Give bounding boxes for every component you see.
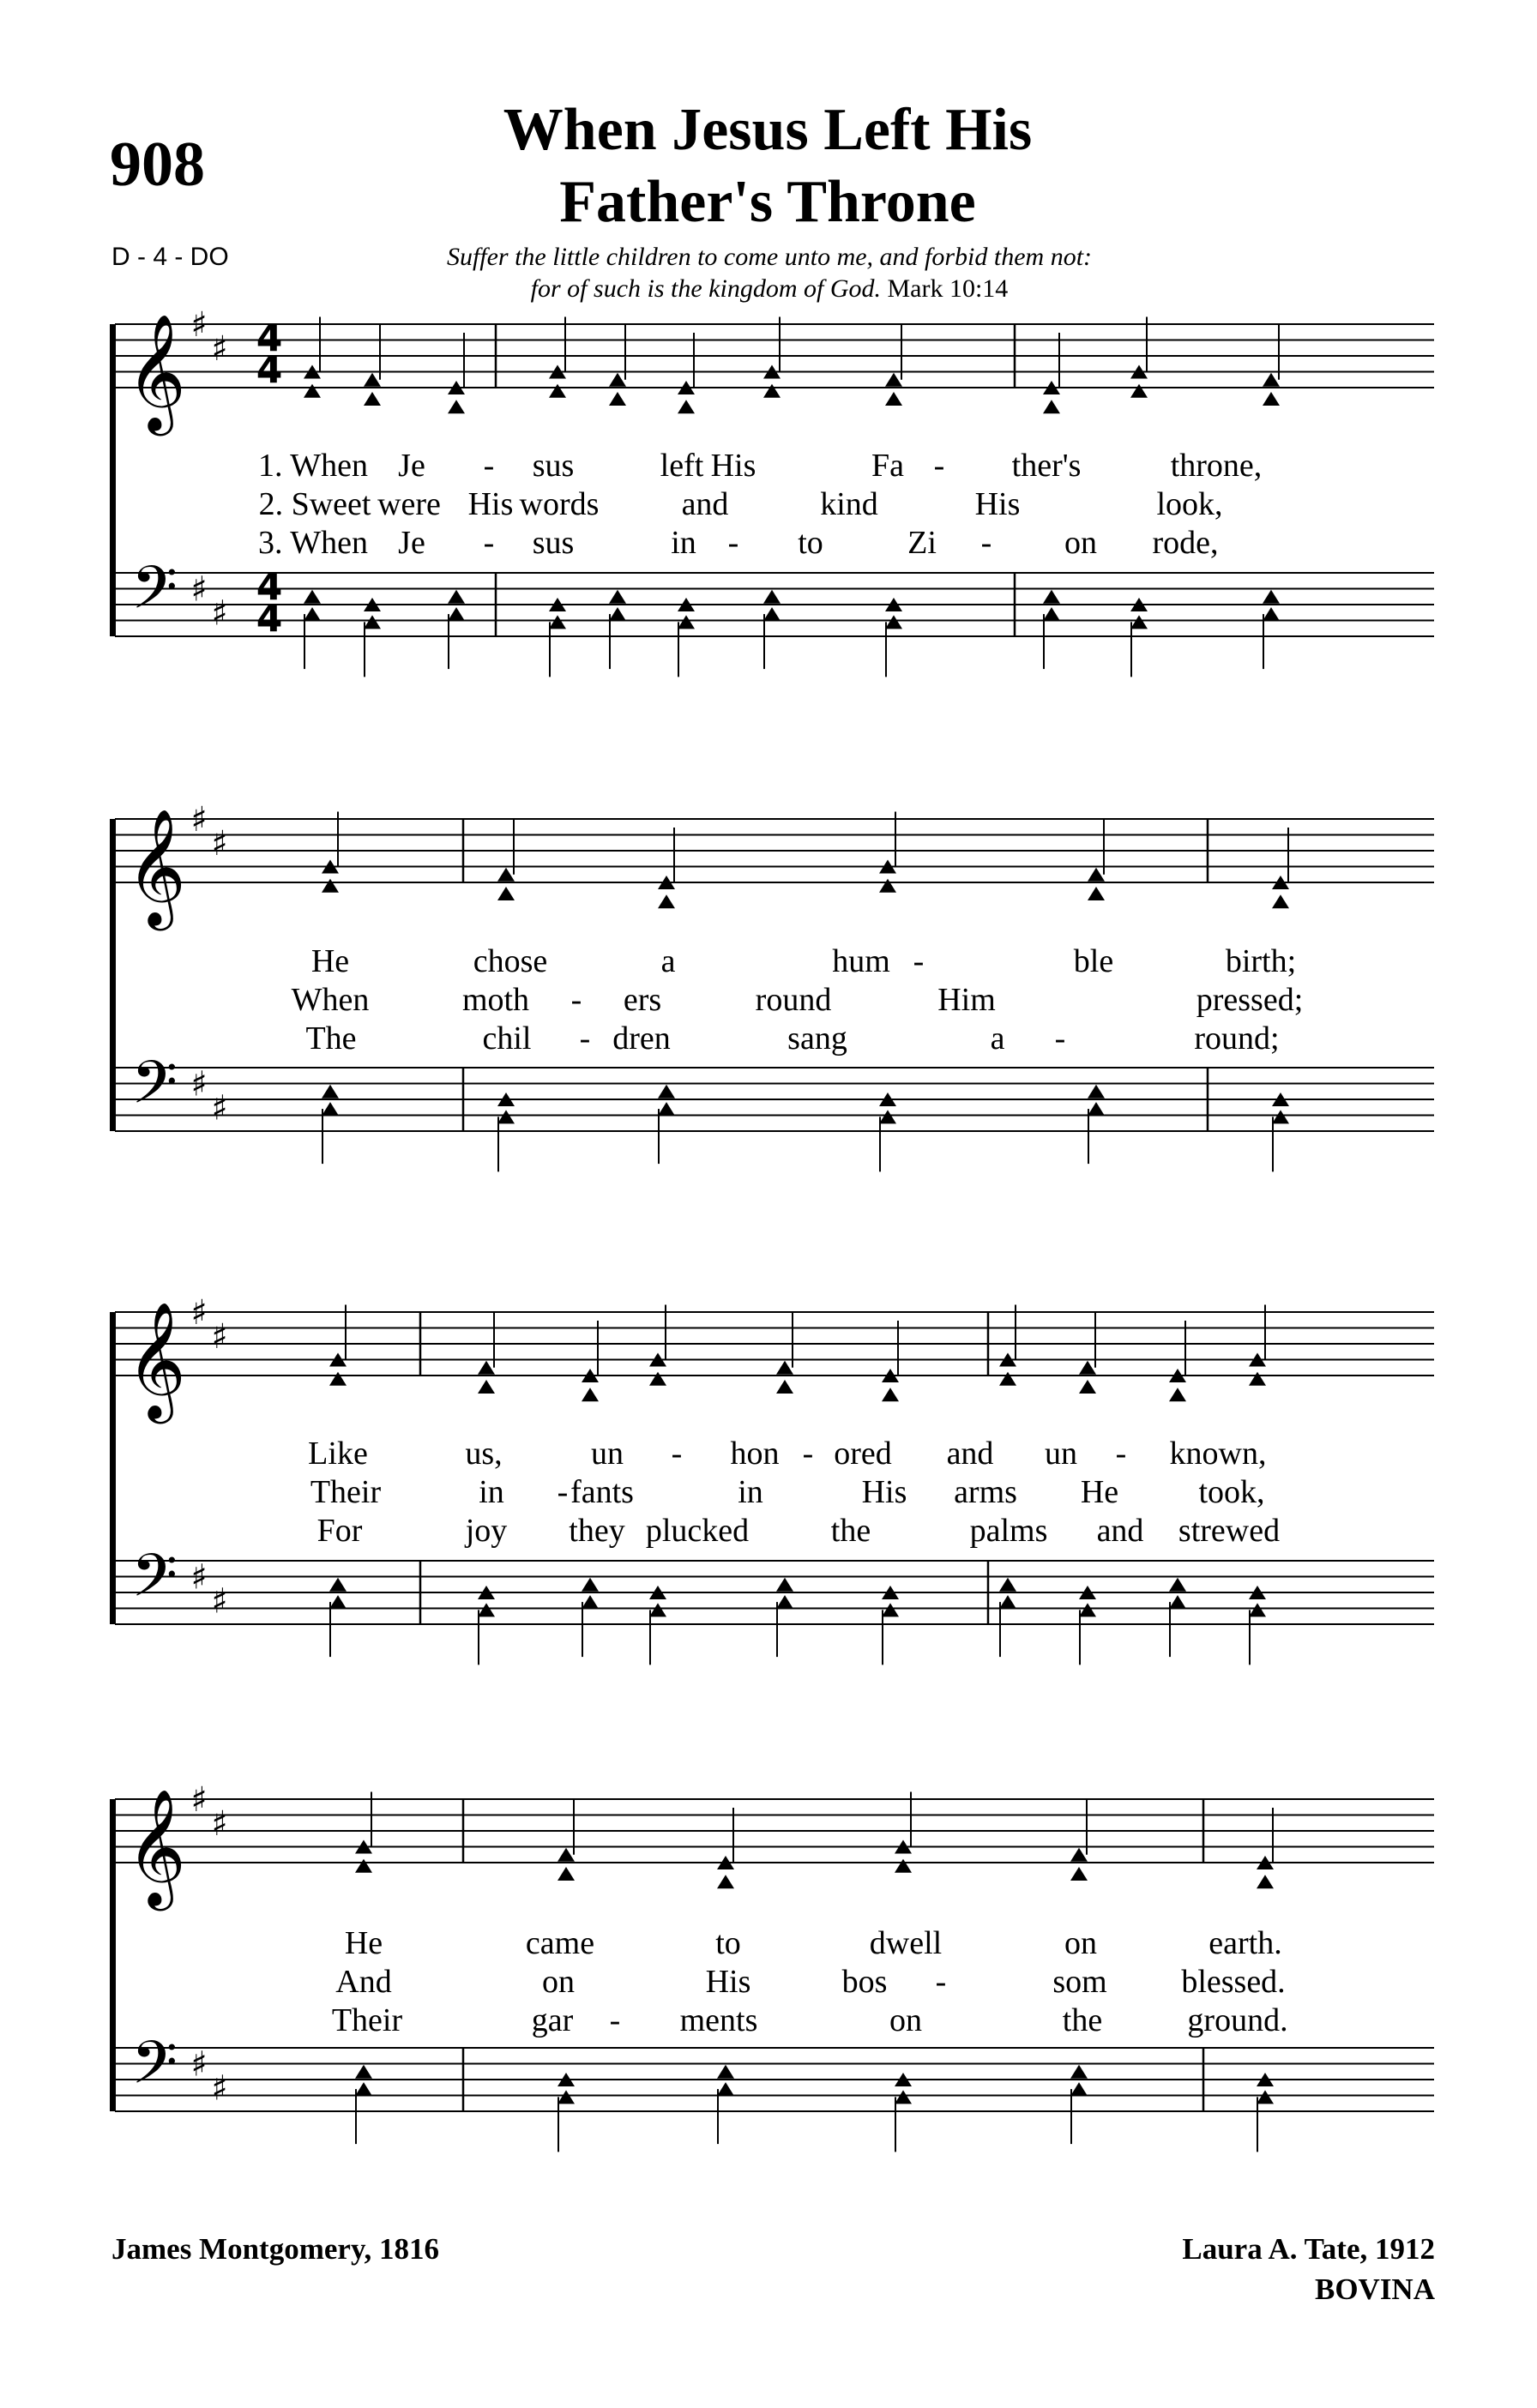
system-1-verse-3-syllable: Je	[398, 525, 425, 561]
system-2-verse-2-syllable: pressed;	[1196, 982, 1304, 1018]
treble-alto-note-2	[497, 887, 515, 900]
system-2-verse-2-syllable: When	[291, 982, 370, 1018]
sharp-f-icon: ♯	[190, 1293, 208, 1333]
bass-tenor-note-7	[763, 590, 781, 604]
treble-alto-note-11	[1263, 392, 1280, 406]
bass-tenor-note-1	[304, 590, 321, 604]
bass-clef-icon: 𝄢	[130, 2027, 178, 2112]
system-4-verse-2-syllable: -	[935, 1964, 947, 2000]
bass-tenor-note-5	[776, 1578, 793, 1592]
treble-alto-note-7	[999, 1372, 1016, 1386]
system-3-verse-3-syllable: For	[316, 1513, 363, 1549]
author-credit: James Montgomery, 1816	[112, 2232, 440, 2266]
bass-bass-note-2	[558, 2090, 575, 2104]
treble-clef-icon: 𝄞	[126, 1787, 186, 1905]
system-3-verse-2-syllable: took,	[1198, 1474, 1265, 1510]
treble-alto-note-8	[1079, 1380, 1096, 1394]
system-1-verse-3-syllable: to	[798, 525, 823, 561]
sharp-f-icon: ♯	[190, 800, 208, 840]
system-4-verse-3-syllable: ments	[679, 2002, 758, 2038]
system-3-verse-3-syllable: the	[830, 1513, 871, 1549]
system-2-verse-1-syllable: birth;	[1225, 943, 1297, 979]
bass-bass-note-1	[304, 607, 321, 621]
system-2-verse-3-syllable: -	[1054, 1020, 1066, 1057]
system-1-verse-3-syllable: -	[727, 525, 739, 561]
bass-bass-note-1	[322, 1102, 339, 1116]
system-3-verse-3-syllable: palms	[969, 1513, 1048, 1549]
scripture-line-1: Suffer the little children to come unto me, and forbid them not:	[446, 243, 1093, 271]
treble-alto-note-1	[304, 384, 321, 398]
bass-bass-note-8	[1079, 1603, 1096, 1616]
bass-tenor-note-1	[329, 1578, 347, 1592]
treble-soprano-note-2	[478, 1361, 495, 1375]
system-1-verse-2-syllable: look,	[1156, 486, 1223, 522]
bass-bass-note-4	[649, 1603, 666, 1616]
bass-tenor-note-5	[1070, 2065, 1088, 2079]
system-4-verse-1-syllable: came	[525, 1925, 595, 1961]
treble-soprano-note-2	[558, 1848, 575, 1862]
bass-bass-note-10	[1249, 1603, 1266, 1616]
system-1-verse-1-syllable: ther's	[1011, 448, 1082, 484]
treble-soprano-note-8	[1079, 1361, 1096, 1375]
system-4-verse-1-syllable: on	[1064, 1925, 1097, 1961]
treble-alto-note-1	[322, 879, 339, 893]
system-3-verse-2-syllable: Their	[310, 1474, 382, 1510]
system-3-verse-3-syllable: they	[569, 1513, 625, 1549]
treble-soprano-note-8	[885, 373, 902, 387]
bass-tenor-note-11	[1263, 590, 1280, 604]
system-2-verse-3-syllable: The	[305, 1020, 357, 1057]
sharp-c-icon: ♯	[211, 1581, 228, 1622]
bass-time-signature-bottom: 4	[256, 597, 283, 641]
system-2-verse-3-syllable: sang	[787, 1020, 847, 1057]
system-2-verse-2-syllable: moth	[461, 982, 530, 1018]
bass-bass-note-6	[882, 1603, 899, 1616]
treble-alto-note-8	[885, 392, 902, 406]
bass-bass-note-5	[1088, 1102, 1105, 1116]
system-4-verse-1-syllable: dwell	[869, 1925, 943, 1961]
sharp-f-icon: ♯	[190, 1064, 208, 1105]
bass-bass-note-4	[879, 1110, 896, 1123]
bass-bass-note-7	[999, 1595, 1016, 1609]
system-1-verse-1-syllable: His	[710, 448, 756, 484]
system-2-verse-1-syllable: ble	[1073, 943, 1114, 979]
system-4-verse-3-syllable: on	[889, 2002, 922, 2038]
bass-tenor-note-9	[1043, 590, 1060, 604]
system-2-verse-2-syllable: Him	[937, 982, 996, 1018]
system-3-bracket	[110, 1312, 116, 1624]
sharp-c-icon: ♯	[211, 1088, 228, 1129]
hymn-title-line-1: When Jesus Left His	[503, 97, 1033, 163]
system-2-verse-1-syllable: hum	[832, 943, 890, 979]
bass-bass-note-5	[776, 1595, 793, 1609]
hymn-number: 908	[110, 129, 205, 200]
system-1-verse-3-syllable: rode,	[1152, 525, 1219, 561]
system-1-verse-1-syllable: Fa	[871, 448, 904, 484]
treble-alto-note-2	[364, 392, 381, 406]
system-3-verse-2-syllable: He	[1080, 1474, 1119, 1510]
sharp-c-icon: ♯	[211, 2068, 228, 2109]
system-2-verse-2-syllable: round	[755, 982, 832, 1018]
system-2-verse-3-syllable: -	[579, 1020, 591, 1057]
composer-credit: Laura A. Tate, 1912	[1182, 2232, 1435, 2266]
system-4-verse-2-syllable: blessed.	[1181, 1964, 1286, 2000]
system-3-verse-1-syllable: us,	[465, 1436, 503, 1472]
system-4-verse-3-syllable: -	[609, 2002, 621, 2038]
sharp-f-icon: ♯	[190, 1557, 208, 1598]
bass-bass-note-11	[1263, 607, 1280, 621]
treble-alto-note-3	[448, 400, 465, 413]
system-3-verse-2-syllable: -	[557, 1474, 569, 1510]
system-3-verse-2-syllable: arms	[954, 1474, 1017, 1510]
system-4-verse-2-syllable: bos	[841, 1964, 888, 2000]
system-2-verse-3-syllable: round;	[1194, 1020, 1280, 1057]
treble-alto-note-4	[895, 1859, 912, 1873]
system-3-verse-1-syllable: known,	[1169, 1436, 1267, 1472]
bass-tenor-note-5	[609, 590, 626, 604]
treble-alto-note-3	[658, 894, 675, 908]
treble-soprano-note-5	[609, 373, 626, 387]
bass-bass-note-1	[355, 2082, 372, 2096]
system-3-verse-3-syllable: plucked	[645, 1513, 750, 1549]
system-4-verse-1-syllable: earth.	[1209, 1925, 1282, 1961]
system-4-verse-2-syllable: som	[1052, 1964, 1107, 2000]
treble-alto-note-2	[558, 1867, 575, 1881]
bass-bass-note-8	[885, 615, 902, 629]
bass-bass-note-1	[329, 1595, 347, 1609]
scripture-text: for of such is the kingdom of God.	[530, 274, 881, 303]
system-1-verse-3-syllable: in	[671, 525, 696, 561]
treble-alto-note-10	[1249, 1372, 1266, 1386]
treble-alto-note-5	[1070, 1867, 1088, 1881]
system-4-verse-3-syllable: the	[1062, 2002, 1103, 2038]
treble-alto-note-2	[478, 1380, 495, 1394]
system-4-verse-3-syllable: gar	[531, 2002, 574, 2038]
system-2-verse-2-syllable: -	[570, 982, 582, 1018]
bass-tenor-note-3	[658, 1085, 675, 1099]
treble-clef-icon: 𝄞	[126, 1300, 186, 1418]
bass-bass-note-10	[1130, 615, 1148, 629]
system-4-verse-2-syllable: And	[335, 1964, 392, 2000]
treble-soprano-note-5	[1070, 1848, 1088, 1862]
system-2-verse-1-syllable: chose	[473, 943, 548, 979]
treble-alto-note-4	[879, 879, 896, 893]
bass-bass-note-4	[895, 2090, 912, 2104]
system-4-verse-2-syllable: His	[705, 1964, 751, 2000]
treble-alto-note-6	[1257, 1875, 1274, 1888]
bass-clef-icon: 𝄢	[130, 552, 178, 637]
system-3-verse-3-syllable: joy	[465, 1513, 508, 1549]
treble-time-signature-bottom: 4	[256, 348, 283, 393]
treble-alto-note-1	[329, 1372, 347, 1386]
system-4-bracket	[110, 1799, 116, 2111]
treble-alto-note-5	[609, 392, 626, 406]
system-3-verse-1-syllable: -	[802, 1436, 814, 1472]
bass-bass-note-3	[658, 1102, 675, 1116]
system-1-verse-1-syllable: left	[660, 448, 704, 484]
bass-tenor-note-3	[448, 590, 465, 604]
sharp-c-icon: ♯	[211, 328, 228, 369]
system-1-verse-3-syllable: on	[1064, 525, 1097, 561]
system-1-verse-1-syllable: sus	[532, 448, 575, 484]
bass-bass-note-5	[609, 607, 626, 621]
system-1-verse-1-syllable: 1. When	[257, 448, 369, 484]
system-4-verse-1-syllable: He	[344, 1925, 383, 1961]
treble-soprano-note-11	[1263, 373, 1280, 387]
bass-bass-note-3	[448, 607, 465, 621]
bass-bass-note-7	[763, 607, 781, 621]
hymn-title-line-2: Father's Throne	[559, 169, 976, 235]
system-3-verse-1-syllable: ored	[834, 1436, 892, 1472]
system-3-verse-1-syllable: and	[946, 1436, 994, 1472]
bass-clef-icon: 𝄢	[130, 1540, 178, 1625]
system-3-verse-1-syllable: Like	[308, 1436, 368, 1472]
bass-bass-note-4	[549, 615, 566, 629]
system-3-verse-1-syllable: un	[1045, 1436, 1077, 1472]
sharp-c-icon: ♯	[211, 823, 228, 864]
bass-bass-note-9	[1043, 607, 1060, 621]
bass-bass-note-6	[1272, 1110, 1289, 1123]
system-4-verse-2-syllable: on	[542, 1964, 575, 2000]
treble-alto-note-4	[649, 1372, 666, 1386]
bass-bass-note-3	[582, 1595, 599, 1609]
system-3-verse-1-syllable: hon	[730, 1436, 780, 1472]
sharp-c-icon: ♯	[211, 593, 228, 634]
bass-tenor-note-3	[717, 2065, 734, 2079]
system-1-verse-2-syllable: His	[467, 486, 514, 522]
treble-clef-icon: 𝄞	[126, 312, 186, 430]
system-1-verse-2-syllable: 2. Sweet	[258, 486, 371, 522]
system-3-verse-1-syllable: -	[671, 1436, 683, 1472]
system-1-verse-3-syllable: sus	[532, 525, 575, 561]
system-1-verse-2-syllable: kind	[820, 486, 878, 522]
bass-bass-note-2	[364, 615, 381, 629]
system-1-verse-2-syllable: and	[681, 486, 729, 522]
bass-tenor-note-5	[1088, 1085, 1105, 1099]
system-2-verse-3-syllable: a	[990, 1020, 1005, 1057]
treble-alto-note-6	[1272, 894, 1289, 908]
treble-alto-note-9	[1169, 1388, 1186, 1401]
treble-soprano-note-5	[776, 1361, 793, 1375]
system-2-verse-2-syllable: ers	[623, 982, 662, 1018]
system-1-bracket	[110, 324, 116, 636]
system-2-verse-1-syllable: -	[913, 943, 925, 979]
bass-bass-note-6	[678, 615, 695, 629]
sharp-f-icon: ♯	[190, 2044, 208, 2085]
system-2-bracket	[110, 819, 116, 1131]
treble-alto-note-9	[1043, 400, 1060, 413]
treble-soprano-note-5	[1088, 868, 1105, 882]
system-4-verse-1-syllable: to	[715, 1925, 741, 1961]
bass-tenor-note-1	[355, 2065, 372, 2079]
treble-alto-note-5	[776, 1380, 793, 1394]
treble-alto-note-10	[1130, 384, 1148, 398]
treble-soprano-note-2	[497, 868, 515, 882]
system-1-verse-3-syllable: Zi	[907, 525, 937, 561]
bass-clef-icon: 𝄢	[130, 1047, 178, 1132]
system-4-verse-3-syllable: Their	[331, 2002, 403, 2038]
sharp-c-icon: ♯	[211, 1316, 228, 1357]
treble-alto-note-6	[882, 1388, 899, 1401]
system-3-verse-1-syllable: -	[1115, 1436, 1127, 1472]
bass-bass-note-6	[1257, 2090, 1274, 2104]
system-3-verse-1-syllable: un	[591, 1436, 624, 1472]
bass-bass-note-5	[1070, 2082, 1088, 2096]
treble-alto-note-7	[763, 384, 781, 398]
system-1-verse-1-syllable: throne,	[1170, 448, 1263, 484]
bass-tenor-note-9	[1169, 1578, 1186, 1592]
system-1-verse-1-syllable: -	[933, 448, 945, 484]
system-2-verse-1-syllable: a	[660, 943, 676, 979]
system-2-verse-3-syllable: dren	[612, 1020, 671, 1057]
treble-alto-note-4	[549, 384, 566, 398]
bass-bass-note-9	[1169, 1595, 1186, 1609]
system-1-verse-2-syllable: words	[519, 486, 600, 522]
scripture-reference: Mark 10:14	[887, 274, 1009, 303]
treble-time-signature-top: 4	[256, 316, 283, 361]
system-2-verse-3-syllable: chil	[482, 1020, 532, 1057]
system-1-verse-3-syllable: 3. When	[257, 525, 369, 561]
system-3-verse-2-syllable: fants	[570, 1474, 634, 1510]
system-3-verse-3-syllable: strewed	[1178, 1513, 1281, 1549]
system-3-verse-2-syllable: in	[479, 1474, 504, 1510]
system-1-verse-1-syllable: -	[483, 448, 495, 484]
treble-soprano-note-2	[364, 373, 381, 387]
bass-tenor-note-7	[999, 1578, 1016, 1592]
bass-time-signature-top: 4	[256, 565, 283, 610]
system-3-verse-2-syllable: His	[861, 1474, 907, 1510]
sharp-f-icon: ♯	[190, 1780, 208, 1820]
treble-alto-note-6	[678, 400, 695, 413]
system-1-verse-2-syllable: were	[377, 486, 441, 522]
system-1-verse-3-syllable: -	[980, 525, 992, 561]
system-1-verse-2-syllable: His	[974, 486, 1021, 522]
system-3-verse-2-syllable: in	[738, 1474, 763, 1510]
bass-bass-note-2	[478, 1603, 495, 1616]
bass-tenor-note-1	[322, 1085, 339, 1099]
treble-clef-icon: 𝄞	[126, 807, 186, 925]
treble-alto-note-3	[582, 1388, 599, 1401]
system-1-verse-3-syllable: -	[483, 525, 495, 561]
tune-name: BOVINA	[1314, 2273, 1435, 2306]
sharp-f-icon: ♯	[190, 305, 208, 345]
system-3-verse-3-syllable: and	[1096, 1513, 1144, 1549]
bass-bass-note-2	[497, 1110, 515, 1123]
bass-tenor-note-3	[582, 1578, 599, 1592]
system-1-verse-1-syllable: Je	[398, 448, 425, 484]
treble-alto-note-5	[1088, 887, 1105, 900]
sharp-c-icon: ♯	[211, 1803, 228, 1844]
system-4-verse-3-syllable: ground.	[1187, 2002, 1288, 2038]
bass-bass-note-3	[717, 2082, 734, 2096]
treble-alto-note-1	[355, 1859, 372, 1873]
system-2-verse-1-syllable: He	[310, 943, 350, 979]
key-label: D - 4 - DO	[112, 243, 229, 271]
treble-alto-note-3	[717, 1875, 734, 1888]
sharp-f-icon: ♯	[190, 569, 208, 610]
